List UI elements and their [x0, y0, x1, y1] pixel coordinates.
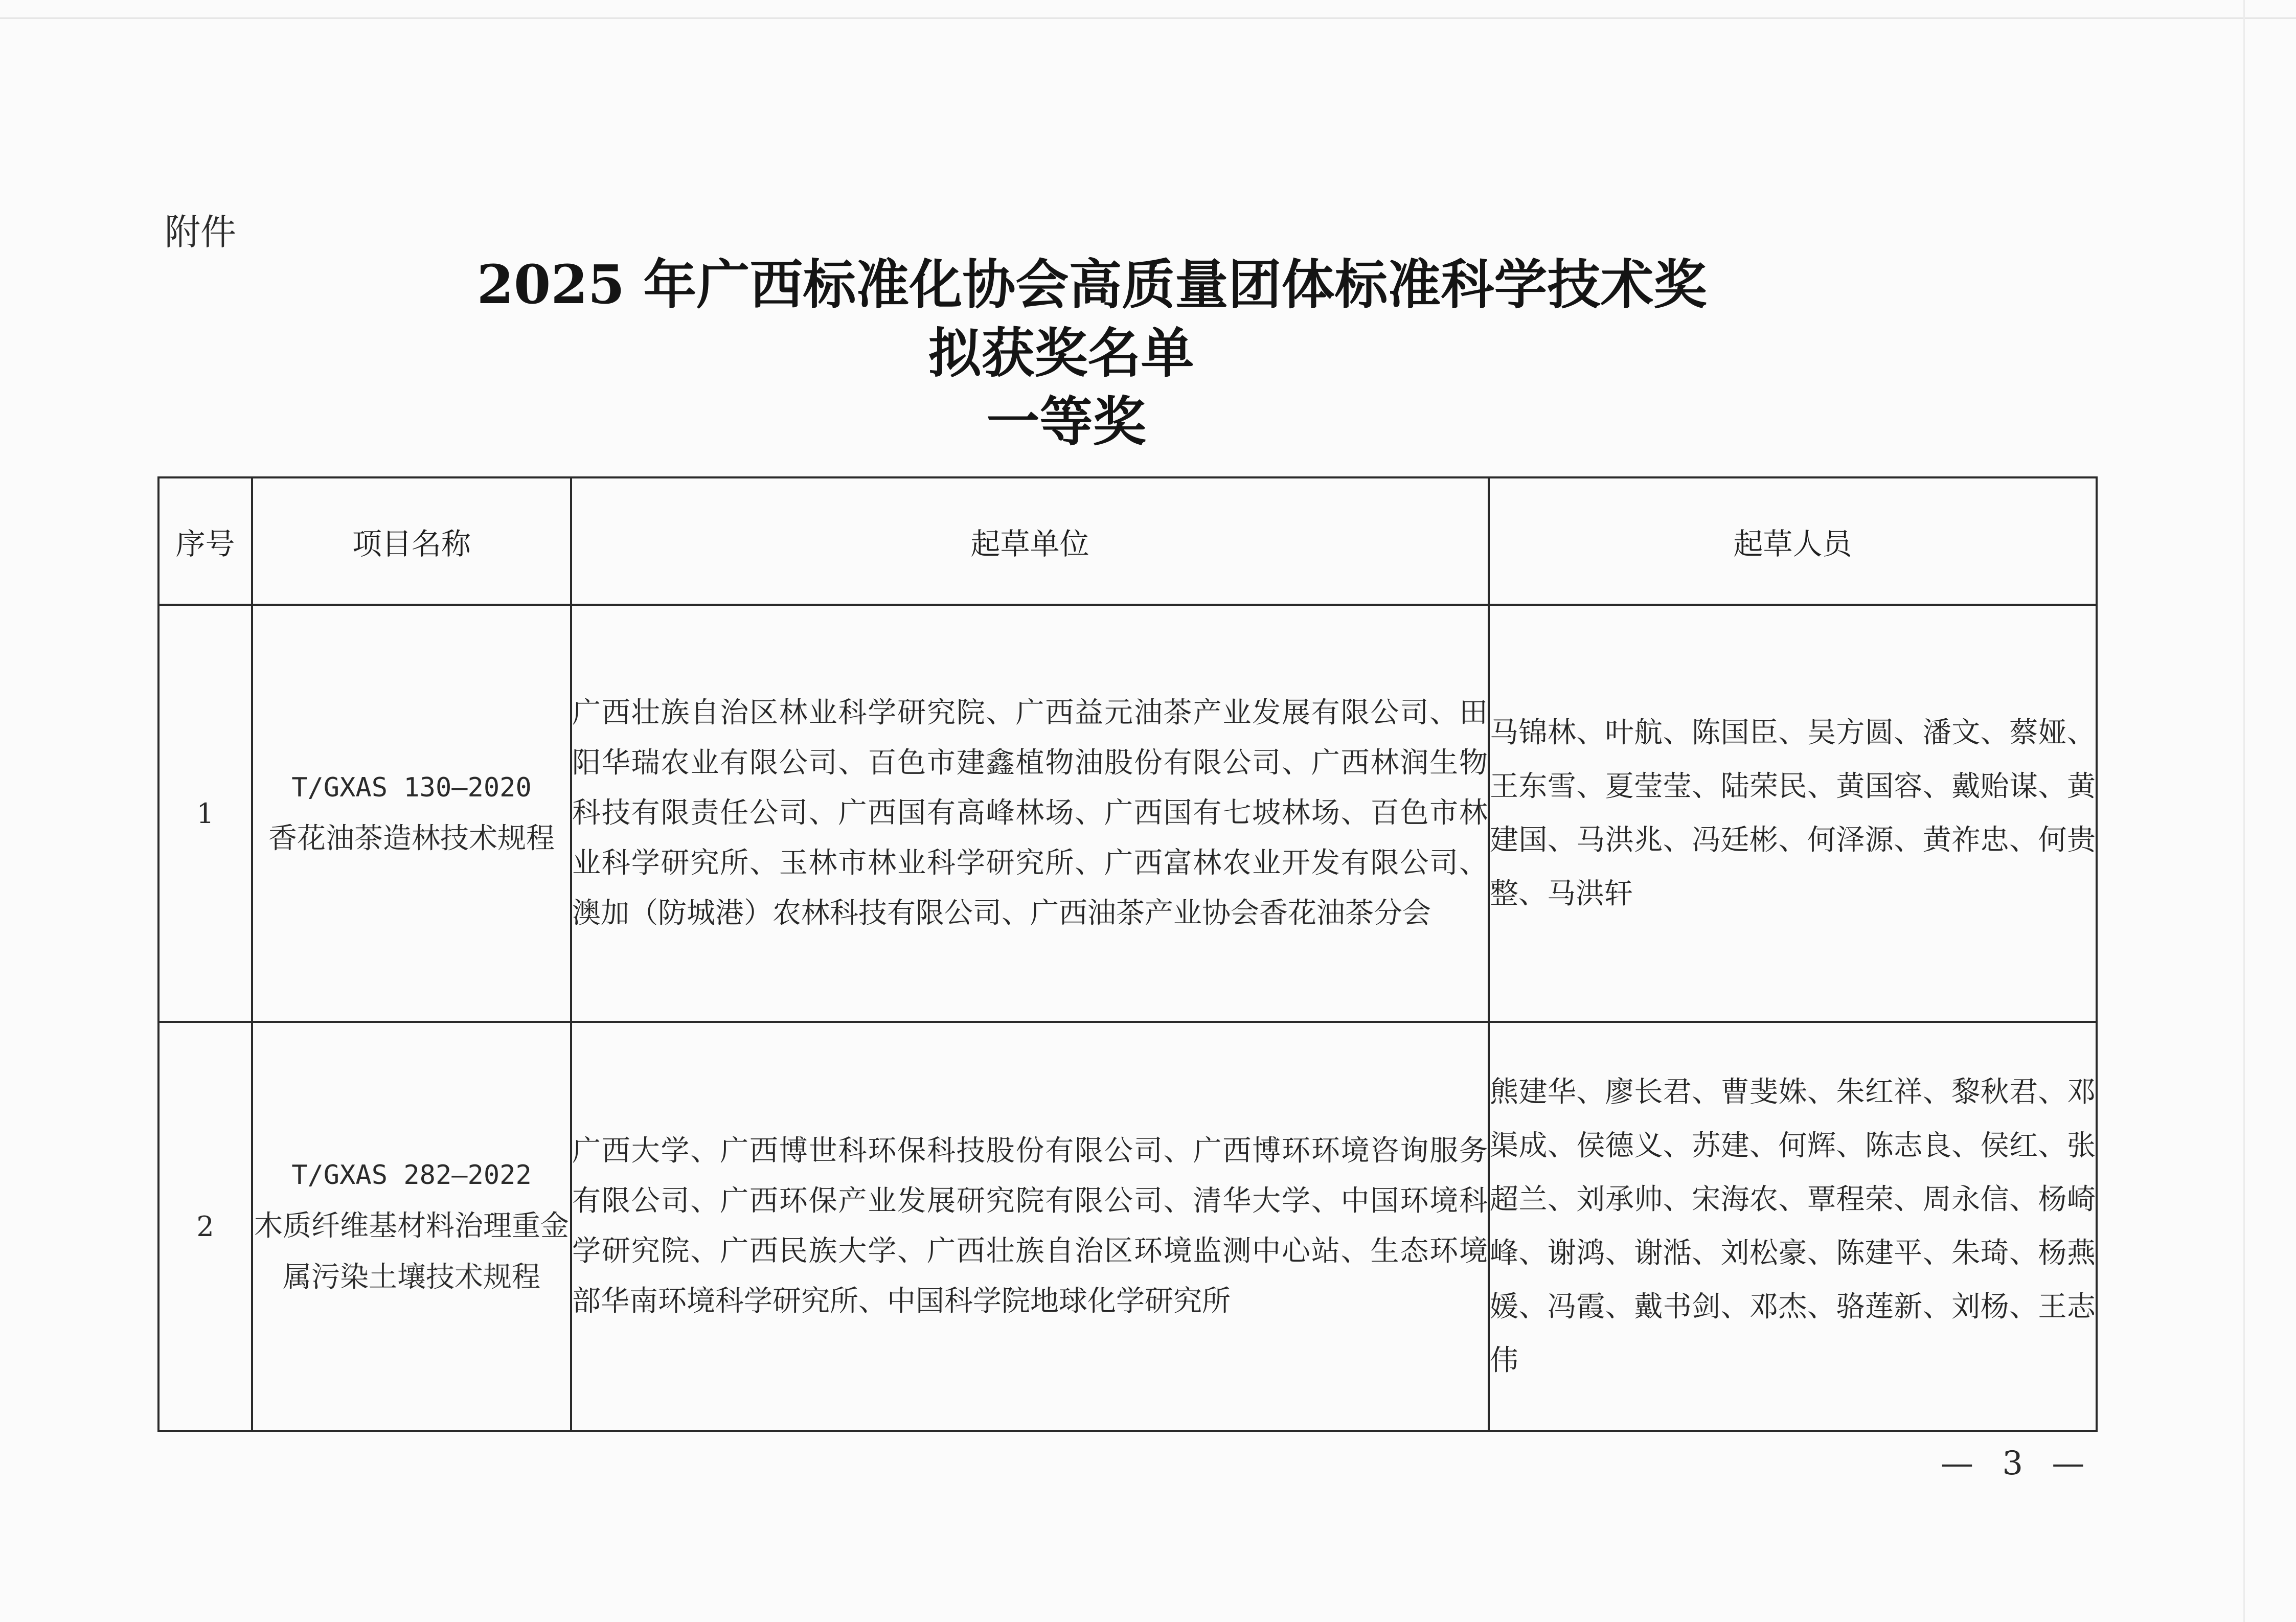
- title-block: [0, 250, 2296, 456]
- table-row: [158, 605, 2097, 1022]
- project-name-cell: [252, 1022, 571, 1431]
- standard-code: T/GXAS 282—2022: [291, 1160, 532, 1191]
- document-title: 2025 年广西标准化协会高质量团体标准科学技术奖: [476, 253, 1707, 316]
- row-index: 2: [158, 1022, 252, 1431]
- table-header-row: [158, 477, 2097, 605]
- project-title: 木质纤维基材料治理重金属污染土壤技术规程: [254, 1209, 569, 1294]
- award-level-heading: 一等奖: [986, 390, 1146, 453]
- header-drafting-people: 起草人员: [1489, 477, 2097, 605]
- header-index: 序号: [158, 477, 252, 605]
- drafting-people-cell: 马锦林、叶航、陈国臣、吴方圆、潘文、蔡娅、王东雪、夏莹莹、陆荣民、黄国容、戴贻谋、黄建国、马洪兆、冯廷彬、何泽源、黄祚忠、何贵整、马洪轩: [1489, 605, 2097, 1022]
- drafting-people-cell: 熊建华、廖长君、曹斐姝、朱红祥、黎秋君、邓渠成、侯德义、苏建、何辉、陈志良、侯红、张超兰、刘承帅、宋海农、覃程荣、周永信、杨崎峰、谢鸿、谢湉、刘松豪、陈建平、朱琦、杨燕媛、冯霞、戴书剑、邓杰、骆莲新、刘杨、王志伟: [1489, 1022, 2097, 1431]
- header-drafting-units: 起草单位: [571, 477, 1489, 605]
- attachment-label: 附件: [165, 211, 236, 253]
- project-title: 香花油茶造林技术规程: [268, 822, 555, 855]
- standard-code: T/GXAS 130—2020: [291, 772, 532, 803]
- project-name-cell: [252, 605, 571, 1022]
- table-row: [158, 1022, 2097, 1431]
- drafting-units-cell: 广西大学、广西博世科环保科技股份有限公司、广西博环环境咨询服务有限公司、广西环保产业发展研究院有限公司、清华大学、中国环境科学研究院、广西民族大学、广西壮族自治区环境监测中心站、生态环境部华南环境科学研究所、中国科学院地球化学研究所: [571, 1022, 1489, 1431]
- row-index: 1: [158, 605, 252, 1022]
- scan-edge-right: [2243, 0, 2245, 1622]
- header-project-name: 项目名称: [252, 477, 571, 605]
- document-subtitle: 拟获奖名单: [928, 322, 1194, 384]
- drafting-units-cell: 广西壮族自治区林业科学研究院、广西益元油茶产业发展有限公司、田阳华瑞农业有限公司、百色市建鑫植物油股份有限公司、广西林润生物科技有限责任公司、广西国有高峰林场、广西国有七坡林场、百色市林业科学研究所、玉林市林业科学研究所、广西富林农业开发有限公司、澳加（防城港）农林科技有限公司、广西油茶产业协会香花油茶分会: [571, 605, 1489, 1022]
- award-table: [157, 476, 2098, 1432]
- scan-edge-top: [0, 17, 2296, 19]
- page-number: — 3 —: [1941, 1445, 2094, 1482]
